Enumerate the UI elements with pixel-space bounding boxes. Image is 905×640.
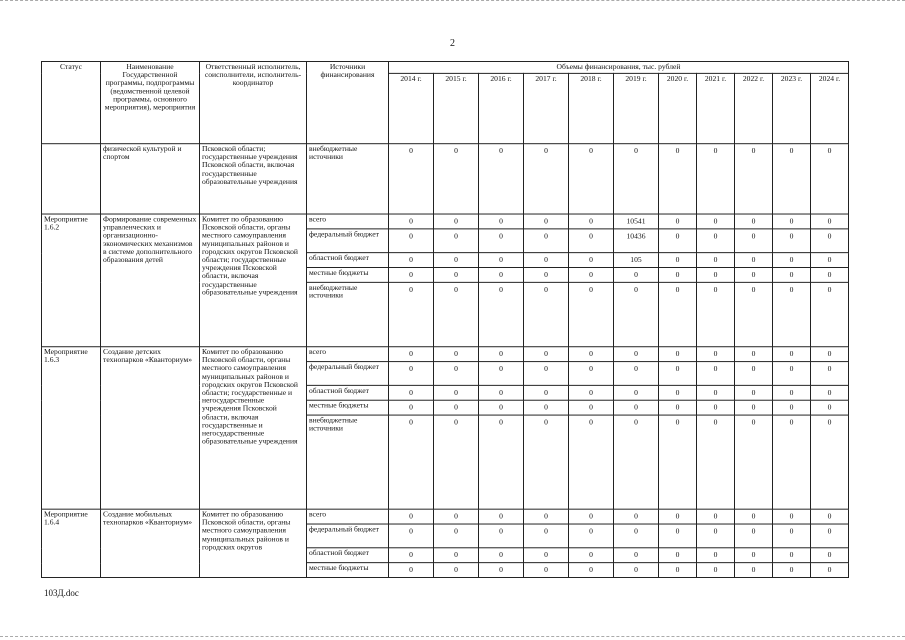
funding-source: внебюджетные источники (307, 282, 389, 346)
funding-value: 0 (659, 253, 697, 268)
funding-value: 0 (811, 282, 849, 346)
funding-value: 0 (735, 214, 773, 229)
table-row (42, 509, 849, 524)
funding-value: 0 (479, 229, 524, 253)
funding-value: 0 (479, 282, 524, 346)
funding-value: 0 (735, 268, 773, 283)
funding-value: 0 (569, 509, 614, 524)
funding-source: федеральный бюджет (307, 229, 389, 253)
funding-value: 0 (389, 214, 434, 229)
table-row (42, 214, 849, 229)
funding-value: 0 (773, 268, 811, 283)
funding-value: 0 (697, 400, 735, 415)
funding-value: 0 (389, 144, 434, 214)
funding-value: 0 (811, 144, 849, 214)
funding-value: 0 (811, 563, 849, 578)
funding-value: 0 (614, 144, 659, 214)
header-sources: Источники финансирования (307, 61, 389, 143)
block-status: Мероприятие 1.6.2 (42, 214, 101, 347)
funding-value: 0 (479, 144, 524, 214)
funding-value: 0 (524, 362, 569, 386)
funding-value: 0 (389, 268, 434, 283)
funding-value: 0 (524, 282, 569, 346)
funding-value: 0 (479, 548, 524, 563)
funding-value: 0 (659, 548, 697, 563)
funding-value: 0 (659, 229, 697, 253)
funding-value: 0 (773, 253, 811, 268)
funding-value: 0 (389, 563, 434, 578)
funding-source: всего (307, 214, 389, 229)
funding-value: 0 (697, 347, 735, 362)
funding-value: 0 (614, 268, 659, 283)
funding-value: 0 (434, 229, 479, 253)
funding-value: 0 (735, 229, 773, 253)
funding-value: 0 (569, 144, 614, 214)
funding-value: 0 (389, 509, 434, 524)
funding-value: 0 (659, 524, 697, 548)
funding-source: федеральный бюджет (307, 524, 389, 548)
funding-source: местные бюджеты (307, 400, 389, 415)
funding-value: 0 (389, 362, 434, 386)
scan-edge-bottom (0, 636, 905, 638)
funding-value: 0 (479, 253, 524, 268)
funding-value: 0 (773, 347, 811, 362)
funding-value: 0 (524, 253, 569, 268)
funding-value: 0 (659, 347, 697, 362)
funding-value: 0 (569, 400, 614, 415)
block-executor: Комитет по образованию Псковской области, органы местного самоуправления муниципальных районов и городских округов Псковской области; государственные и негосударственные учреждения Псковской области, включая государственные и негосударственные образовательные учреждения (200, 347, 307, 509)
funding-value: 0 (524, 268, 569, 283)
funding-value: 0 (811, 214, 849, 229)
header-year: 2014 г. (389, 73, 434, 143)
funding-value: 0 (479, 347, 524, 362)
header-year: 2015 г. (434, 73, 479, 143)
funding-value: 0 (773, 229, 811, 253)
funding-value: 10436 (614, 229, 659, 253)
block-name: физической культурой и спортом (101, 144, 200, 214)
funding-value: 0 (434, 524, 479, 548)
funding-value: 0 (569, 229, 614, 253)
funding-value: 0 (389, 282, 434, 346)
funding-value: 0 (389, 524, 434, 548)
funding-value: 0 (524, 385, 569, 400)
funding-value: 0 (697, 282, 735, 346)
funding-value: 0 (735, 415, 773, 509)
funding-value: 0 (614, 548, 659, 563)
funding-value: 0 (811, 509, 849, 524)
funding-value: 0 (773, 548, 811, 563)
table-body (42, 144, 849, 578)
funding-value: 0 (479, 563, 524, 578)
funding-value: 0 (569, 253, 614, 268)
scan-edge-top (0, 0, 905, 2)
funding-value: 0 (524, 229, 569, 253)
funding-source: внебюджетные источники (307, 415, 389, 509)
funding-value: 0 (811, 400, 849, 415)
funding-source: областной бюджет (307, 253, 389, 268)
header-status: Статус (42, 61, 101, 143)
funding-value: 0 (659, 268, 697, 283)
funding-value: 0 (697, 524, 735, 548)
header-year: 2017 г. (524, 73, 569, 143)
funding-value: 0 (811, 415, 849, 509)
funding-value: 0 (569, 563, 614, 578)
block-name: Формирование современных управленческих и организационно-экономических механизмов в системе дополнительного образования детей (101, 214, 200, 347)
funding-value: 0 (434, 347, 479, 362)
block-executor: Комитет по образованию Псковской области, органы местного самоуправления муниципальных районов и городских округов Псковской области; государственные учреждения Псковской области, включая государственные образовательные учреждения (200, 214, 307, 347)
funding-value: 0 (524, 548, 569, 563)
funding-value: 0 (569, 214, 614, 229)
header-row-1 (42, 61, 849, 73)
funding-value: 0 (697, 563, 735, 578)
block-executor: Псковской области; государственные учреждения Псковской области, включая государственные образовательные учреждения (200, 144, 307, 214)
financing-table (41, 61, 849, 578)
funding-value: 0 (434, 509, 479, 524)
funding-value: 0 (614, 563, 659, 578)
funding-source: местные бюджеты (307, 563, 389, 578)
funding-value: 0 (479, 385, 524, 400)
funding-value: 0 (735, 524, 773, 548)
funding-value: 0 (773, 214, 811, 229)
funding-value: 0 (659, 415, 697, 509)
funding-value: 0 (614, 385, 659, 400)
funding-value: 0 (569, 282, 614, 346)
header-volume: Объемы финансирования, тыс. рублей (389, 61, 849, 73)
funding-value: 0 (773, 362, 811, 386)
funding-source: федеральный бюджет (307, 362, 389, 386)
funding-value: 0 (659, 385, 697, 400)
header-year: 2022 г. (735, 73, 773, 143)
funding-value: 0 (479, 415, 524, 509)
header-year: 2021 г. (697, 73, 735, 143)
funding-value: 0 (479, 509, 524, 524)
funding-value: 0 (569, 524, 614, 548)
funding-value: 0 (773, 563, 811, 578)
funding-value: 0 (697, 253, 735, 268)
funding-value: 0 (735, 282, 773, 346)
funding-value: 0 (434, 268, 479, 283)
block-status (42, 144, 101, 214)
funding-value: 0 (614, 524, 659, 548)
funding-source: всего (307, 509, 389, 524)
funding-value: 0 (811, 268, 849, 283)
header-year: 2024 г. (811, 73, 849, 143)
funding-value: 0 (569, 362, 614, 386)
funding-source: областной бюджет (307, 385, 389, 400)
funding-value: 0 (479, 400, 524, 415)
funding-value: 0 (524, 524, 569, 548)
funding-source: областной бюджет (307, 548, 389, 563)
funding-value: 0 (389, 548, 434, 563)
funding-value: 0 (735, 253, 773, 268)
funding-value: 0 (569, 415, 614, 509)
funding-value: 0 (811, 229, 849, 253)
funding-value: 0 (735, 509, 773, 524)
funding-value: 0 (569, 347, 614, 362)
funding-value: 0 (773, 385, 811, 400)
funding-value: 0 (735, 548, 773, 563)
funding-source: внебюджетные источники (307, 144, 389, 214)
funding-value: 0 (697, 362, 735, 386)
funding-value: 0 (697, 385, 735, 400)
funding-value: 0 (735, 347, 773, 362)
funding-value: 10541 (614, 214, 659, 229)
funding-value: 0 (735, 385, 773, 400)
header-executor: Ответственный исполнитель, соисполнители, исполнитель-координатор (200, 61, 307, 143)
funding-value: 0 (389, 253, 434, 268)
header-year: 2016 г. (479, 73, 524, 143)
funding-value: 0 (434, 282, 479, 346)
funding-value: 0 (389, 400, 434, 415)
header-name: Наименование Государственной программы, подпрограммы (ведомственной целевой программы, основного мероприятия), мероприятия (101, 61, 200, 143)
funding-value: 0 (479, 214, 524, 229)
funding-value: 0 (479, 524, 524, 548)
funding-value: 0 (524, 415, 569, 509)
funding-value: 0 (697, 268, 735, 283)
funding-value: 0 (735, 563, 773, 578)
table-row (42, 144, 849, 214)
funding-source: местные бюджеты (307, 268, 389, 283)
funding-value: 0 (811, 385, 849, 400)
funding-value: 0 (614, 415, 659, 509)
funding-value: 0 (811, 548, 849, 563)
funding-value: 0 (434, 253, 479, 268)
funding-value: 0 (524, 214, 569, 229)
funding-value: 0 (659, 144, 697, 214)
funding-value: 0 (659, 563, 697, 578)
funding-value: 0 (434, 548, 479, 563)
funding-value: 0 (697, 144, 735, 214)
funding-value: 0 (569, 268, 614, 283)
block-status: Мероприятие 1.6.4 (42, 509, 101, 577)
funding-value: 0 (434, 362, 479, 386)
block-status: Мероприятие 1.6.3 (42, 347, 101, 509)
funding-value: 0 (524, 144, 569, 214)
funding-value: 0 (434, 144, 479, 214)
funding-source: всего (307, 347, 389, 362)
funding-value: 0 (773, 400, 811, 415)
funding-value: 0 (697, 415, 735, 509)
funding-value: 0 (811, 347, 849, 362)
funding-value: 0 (697, 509, 735, 524)
header-year: 2020 г. (659, 73, 697, 143)
block-name: Создание детских технопарков «Кванториум» (101, 347, 200, 509)
funding-value: 0 (773, 524, 811, 548)
funding-value: 0 (697, 214, 735, 229)
funding-value: 0 (524, 347, 569, 362)
funding-value: 0 (773, 282, 811, 346)
funding-value: 0 (524, 509, 569, 524)
funding-value: 0 (389, 347, 434, 362)
funding-value: 0 (735, 362, 773, 386)
funding-value: 0 (434, 400, 479, 415)
funding-value: 0 (773, 415, 811, 509)
funding-value: 0 (735, 400, 773, 415)
funding-value: 0 (811, 362, 849, 386)
page-number: 2 (450, 38, 455, 49)
table-row (42, 347, 849, 362)
funding-value: 0 (811, 524, 849, 548)
funding-value: 0 (569, 385, 614, 400)
funding-value: 0 (614, 347, 659, 362)
funding-value: 0 (479, 362, 524, 386)
funding-value: 0 (614, 509, 659, 524)
funding-value: 0 (434, 415, 479, 509)
funding-value: 0 (614, 362, 659, 386)
funding-value: 0 (659, 400, 697, 415)
funding-value: 0 (659, 509, 697, 524)
funding-value: 0 (389, 415, 434, 509)
funding-value: 0 (479, 268, 524, 283)
funding-value: 0 (659, 214, 697, 229)
block-executor: Комитет по образованию Псковской области, органы местного самоуправления муниципальных районов и городских округов (200, 509, 307, 577)
funding-value: 0 (614, 400, 659, 415)
footer-filename: 103Д.doc (44, 588, 79, 598)
funding-value: 0 (811, 253, 849, 268)
funding-value: 0 (697, 229, 735, 253)
funding-value: 0 (524, 563, 569, 578)
funding-value: 0 (389, 385, 434, 400)
funding-value: 0 (434, 385, 479, 400)
funding-value: 0 (735, 144, 773, 214)
funding-value: 0 (773, 144, 811, 214)
funding-value: 0 (434, 214, 479, 229)
header-year: 2018 г. (569, 73, 614, 143)
funding-value: 0 (614, 282, 659, 346)
funding-value: 0 (524, 400, 569, 415)
funding-value: 0 (697, 548, 735, 563)
block-name: Создание мобильных технопарков «Кванториум» (101, 509, 200, 577)
funding-value: 0 (659, 362, 697, 386)
header-year: 2023 г. (773, 73, 811, 143)
funding-value: 0 (434, 563, 479, 578)
funding-value: 105 (614, 253, 659, 268)
header-year: 2019 г. (614, 73, 659, 143)
funding-value: 0 (389, 229, 434, 253)
funding-value: 0 (659, 282, 697, 346)
funding-value: 0 (773, 509, 811, 524)
funding-value: 0 (569, 548, 614, 563)
